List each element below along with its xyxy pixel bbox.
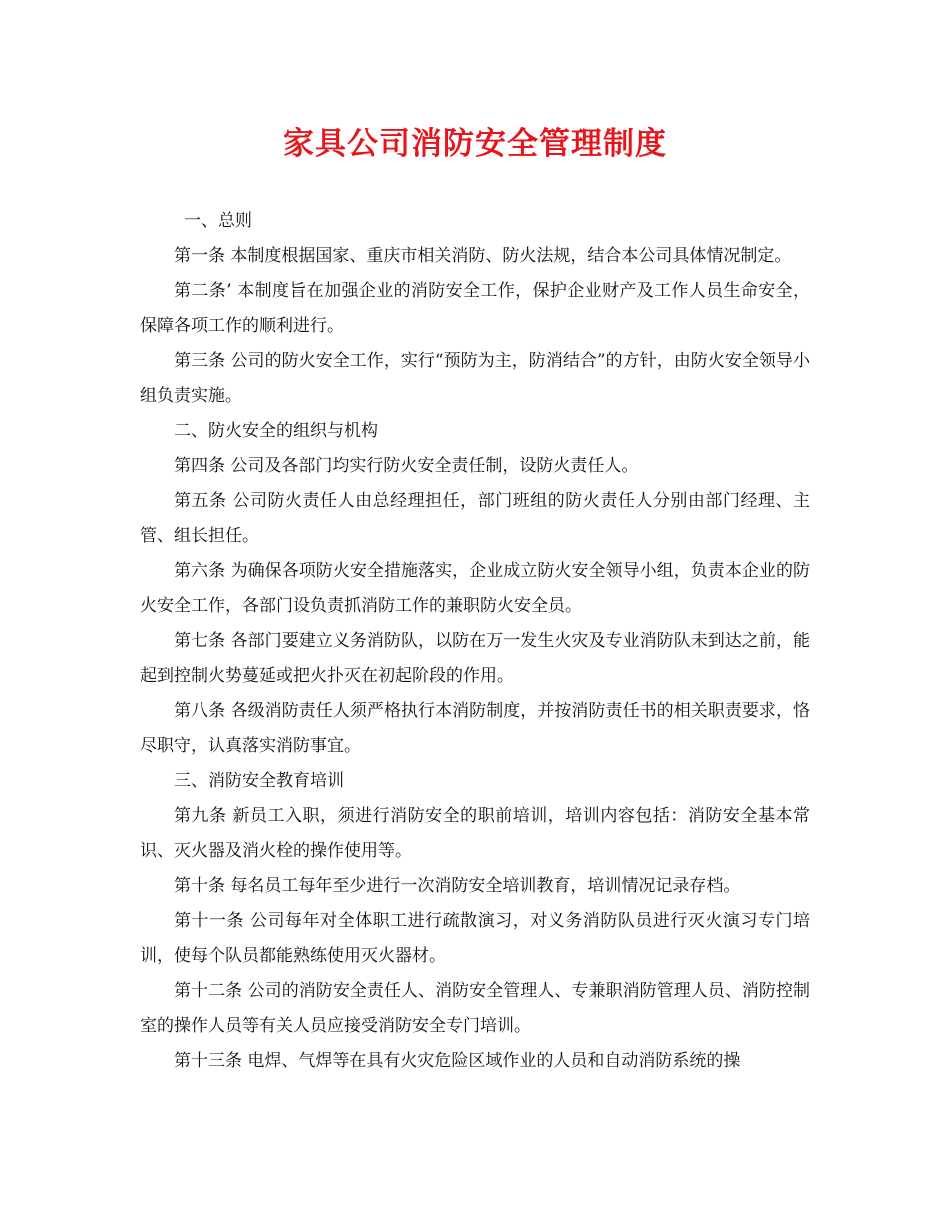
clause-3: 第三条 公司的防火安全工作，实行“预防为主，防消结合”的方针，由防火安全领导小组负责实施。 <box>140 351 810 406</box>
clause-13: 第十三条 电焊、气焊等在具有火灾危险区域作业的人员和自动消防系统的操 <box>174 1051 741 1071</box>
section-heading-training: 三、消防安全教育培训 <box>174 771 344 791</box>
clause-5: 第五条 公司防火责任人由总经理担任，部门班组的防火责任人分别由部门经理、主管、组长担任。 <box>140 491 810 546</box>
clause-2: 第二条’ 本制度旨在加强企业的消防安全工作，保护企业财产及工作人员生命安全，保障各项工作的顺利进行。 <box>140 281 810 336</box>
clause-6: 第六条 为确保各项防火安全措施落实，企业成立防火安全领导小组，负责本企业的防火安全工作，各部门设负责抓消防工作的兼职防火安全员。 <box>140 561 810 616</box>
clause-10: 第十条 每名员工每年至少进行一次消防安全培训教育，培训情况记录存档。 <box>174 876 741 896</box>
clause-11: 第十一条 公司每年对全体职工进行疏散演习，对义务消防队员进行灭火演习专门培训，使每个队员都能熟练使用灭火器材。 <box>140 911 810 966</box>
section-heading-general: 一、总则 <box>184 211 252 231</box>
document-title: 家具公司消防安全管理制度 <box>283 126 667 162</box>
clause-1: 第一条 本制度根据国家、重庆市相关消防、防火法规，结合本公司具体情况制定。 <box>174 246 792 266</box>
document-body <box>140 204 810 1079</box>
clause-9: 第九条 新员工入职，须进行消防安全的职前培训，培训内容包括：消防安全基本常识、灭火器及消火栓的操作使用等。 <box>140 806 810 861</box>
section-heading-organization: 二、防火安全的组织与机构 <box>174 421 378 441</box>
clause-7: 第七条 各部门要建立义务消防队，以防在万一发生火灾及专业消防队未到达之前，能起到控制火势蔓延或把火扑灭在初起阶段的作用。 <box>140 631 810 686</box>
clause-4: 第四条 公司及各部门均实行防火安全责任制，设防火责任人。 <box>174 456 639 476</box>
clause-12: 第十二条 公司的消防安全责任人、消防安全管理人、专兼职消防管理人员、消防控制室的操作人员等有关人员应接受消防安全专门培训。 <box>140 981 810 1036</box>
clause-8: 第八条 各级消防责任人须严格执行本消防制度，并按消防责任书的相关职责要求，恪尽职守，认真落实消防事宜。 <box>140 701 810 756</box>
